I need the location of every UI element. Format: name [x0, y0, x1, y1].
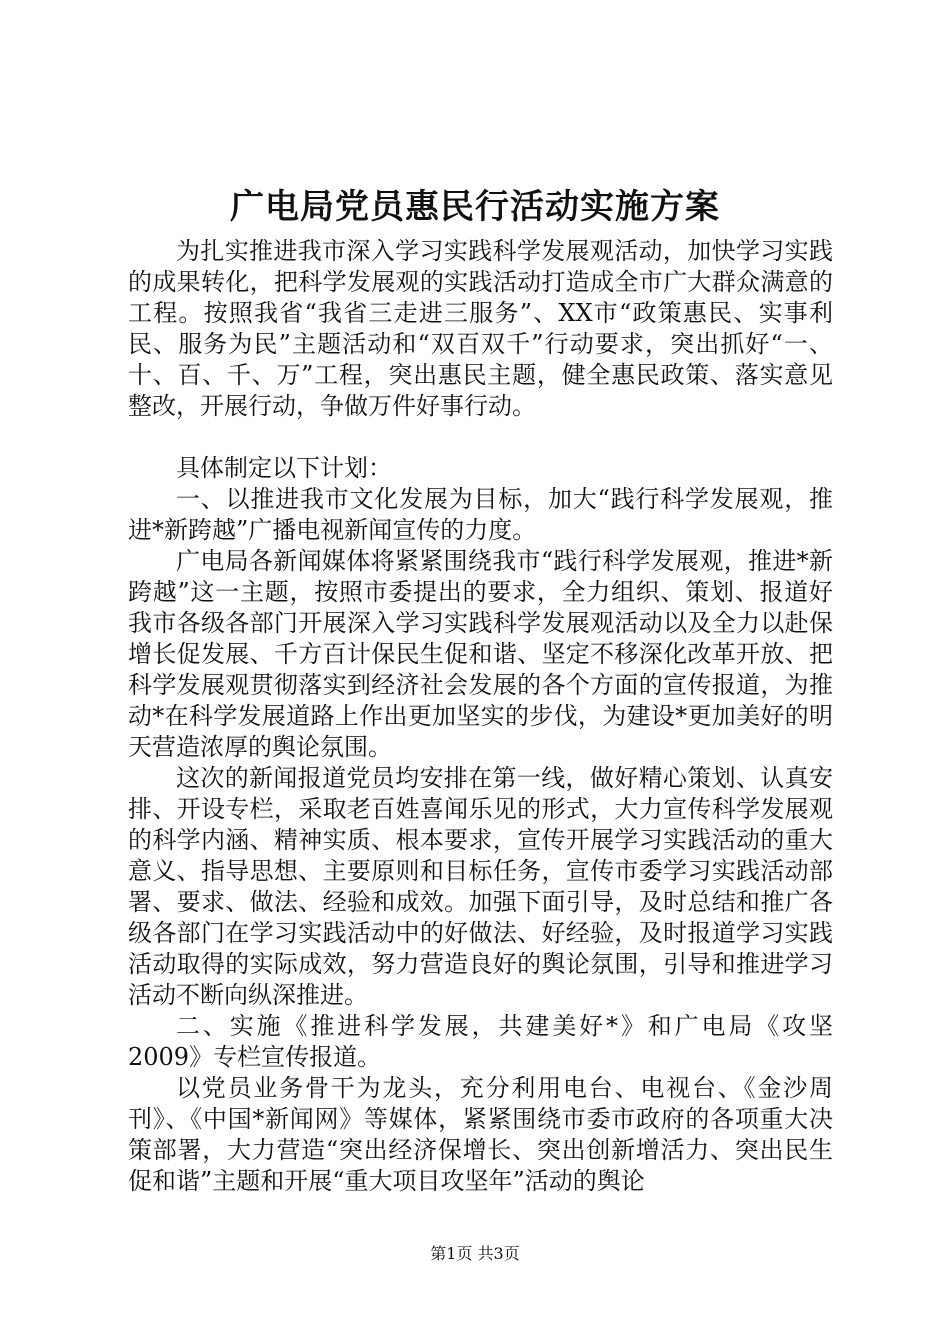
- paragraph-intro: 为扎实推进我市深入学习实践科学发展观活动，加快学习实践的成果转化，把科学发展观的实践活动打造成全市广大群众满意的工程。按照我省“我省三走进三服务”、XX市“政策惠民、实事利民、服务为民”主题活动和“双百双千”行动要求，突出抓好“一、十、百、千、万”工程，突出惠民主题，健全惠民政策、落实意见整改，开展行动，争做万件好事行动。: [128, 237, 833, 420]
- document-body: [128, 236, 833, 1197]
- page-title: 广电局党员惠民行活动实施方案: [230, 187, 720, 227]
- section-heading-1: 一、以推进我市文化发展为目标，加大“践行科学发展观，推进*新跨越”广播电视新闻宣传的力度。: [128, 485, 833, 544]
- paragraph-spacer: [128, 422, 833, 453]
- section-heading-2: 二、实施《推进科学发展，共建美好*》和广电局《攻坚2009》专栏宣传报道。: [128, 1012, 833, 1071]
- paragraph-media-coverage: 广电局各新闻媒体将紧紧围绕我市“践行科学发展观，推进*新跨越”这一主题，按照市委提出的要求，全力组织、策划、报道好我市各级各部门开展深入学习实践科学发展观活动以及全力以赴保增长促发展、千方百计保民生促和谐、坚定不移深化改革开放、把科学发展观贯彻落实到经济社会发展的各个方面的宣传报道，为推动*在科学发展道路上作出更加坚实的步伐，为建设*更加美好的明天营造浓厚的舆论氛围。: [128, 547, 833, 761]
- paragraph-column-reporting: 以党员业务骨干为龙头，充分利用电台、电视台、《金沙周刊》、《中国*新闻网》等媒体，紧紧围绕市委市政府的各项重大决策部署，大力营造“突出经济保增长、突出创新增活力、突出民生促和谐”主题和开展“重大项目攻坚年”活动的舆论: [128, 1074, 833, 1195]
- paragraph-reporting: 这次的新闻报道党员均安排在第一线，做好精心策划、认真安排、开设专栏，采取老百姓喜闻乐见的形式，大力宣传科学发展观的科学内涵、精神实质、根本要求，宣传开展学习实践活动的重大意义、指导思想、主要原则和目标任务，宣传市委学习实践活动部署、要求、做法、经验和成效。加强下面引导，及时总结和推广各级各部门在学习实践活动中的好做法、好经验，及时报道学习实践活动取得的实际成效，努力营造良好的舆论氛围，引导和推进学习活动不断向纵深推进。: [128, 764, 833, 1009]
- paragraph-plan-heading: 具体制定以下计划：: [176, 454, 392, 482]
- page-footer: 第1页 共3页: [430, 1244, 520, 1263]
